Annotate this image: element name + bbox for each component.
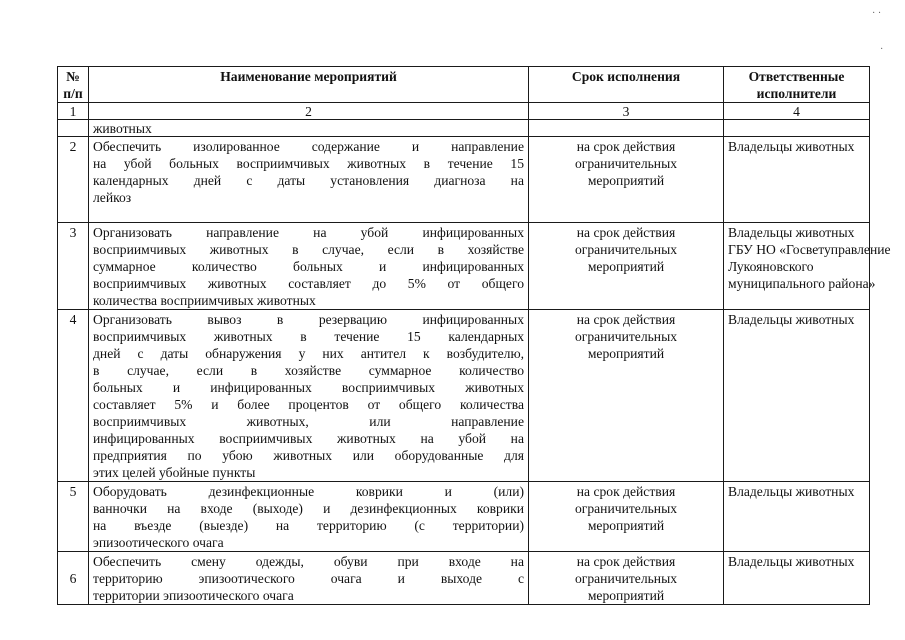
term-line: мероприятий [587,346,665,361]
measure-name [89,482,529,552]
measures-table-wrapper [57,66,891,605]
measure-line: предприятия по убою животных или оборудованные для [93,448,524,463]
responsible-cell [724,482,870,552]
term-line: ограничительных [574,571,678,586]
measure-line: Организовать направление на убой инфицированных [93,225,524,240]
row-number: 5 [58,482,89,552]
responsible-cell [724,552,870,605]
table-row [58,552,870,605]
continuation-text: животных [89,120,529,137]
measure-line: составляет 5% и более процентов от общего количества [93,397,524,412]
measure-line: суммарное количество больных и инфицированных [93,259,524,274]
measure-line: Обеспечить изолированное содержание и направление [93,139,524,154]
measure-line: больных и инфицированных восприимчивых животных [93,380,524,395]
term-cell [529,137,724,223]
responsible-cell [724,223,891,310]
responsible-line: Владельцы животных [728,312,855,327]
column-number-1: 1 [58,103,89,120]
measure-line: на въезде (выезде) на территорию (с территории) [93,518,524,533]
term-line: на срок действия [576,139,676,154]
responsible-line: Владельцы животных [728,139,855,154]
measure-line: восприимчивых животных в случае, если в хозяйстве [93,242,524,257]
term-cell [529,482,724,552]
measure-name [89,223,529,310]
column-number-2: 2 [89,103,529,120]
measure-line: календарных дней с даты установления диагноза на [93,173,524,188]
scan-specks: · · [872,8,882,19]
responsible-line: Владельцы животных [728,484,855,499]
term-line: мероприятий [587,259,665,274]
measure-line: восприимчивых животных в течение 15 календарных [93,329,524,344]
column-numbers-row [58,103,870,120]
row-number: 2 [58,137,89,223]
table-row [58,310,870,482]
measure-line: в случае, если в хозяйстве суммарное количество [93,363,524,378]
measure-line: на убой больных восприимчивых животных в течение 15 [93,156,524,171]
measure-line: количества восприимчивых животных [93,293,316,308]
term-line: мероприятий [587,173,665,188]
measure-line: лейкоз [93,190,132,205]
header-row [58,67,870,103]
responsible-cell [724,137,870,223]
column-number-4: 4 [724,103,870,120]
column-number-3: 3 [529,103,724,120]
measure-line: Обеспечить смену одежды, обуви при входе на [93,554,524,569]
table-row [58,223,870,310]
measure-line: инфицированных восприимчивых животных на убой на [93,431,524,446]
responsible-line: Владельцы животных [728,554,855,569]
term-cell [529,552,724,605]
term-line: на срок действия [576,225,676,240]
row-number: 3 [58,223,89,310]
measure-line: территории эпизоотического очага [93,588,294,603]
table-row [58,482,870,552]
row-number: 4 [58,310,89,482]
measure-line: эпизоотического очага [93,535,224,550]
measure-name [89,310,529,482]
row-number: 6 [58,552,89,605]
term-line: ограничительных [574,242,678,257]
term-cell [529,223,724,310]
responsible-cell [724,310,870,482]
term-line: мероприятий [587,588,665,603]
measure-name [89,137,529,223]
header-responsible: Ответственные исполнители [724,67,870,103]
measure-line: территорию эпизоотического очага и выходе с [93,571,524,586]
term-line: на срок действия [576,312,676,327]
measure-line: восприимчивых животных, или направление [93,414,524,429]
term-line: на срок действия [576,554,676,569]
measures-table [57,66,891,605]
continuation-row [58,120,870,137]
header-name: Наименование мероприятий [89,67,529,103]
measure-line: Организовать вывоз в резервацию инфицированных [93,312,524,327]
responsible-line: Лукояновского [728,259,814,274]
header-number: № п/п [58,67,89,103]
term-line: ограничительных [574,156,678,171]
responsible-line: ГБУ НО «Госветуправление [728,242,891,257]
table-row [58,137,870,223]
term-line: ограничительных [574,501,678,516]
measure-line: Оборудовать дезинфекционные коврики и (или) [93,484,524,499]
measure-line: ванночки на входе (выходе) и дезинфекционных коврики [93,501,524,516]
measure-line: этих целей убойные пункты [93,465,256,480]
term-cell [529,310,724,482]
scan-specks-2: · [880,44,884,55]
measure-line: дней с даты обнаружения у них антител к возбудителю, [93,346,524,361]
term-line: мероприятий [587,518,665,533]
responsible-line: Владельцы животных [728,225,855,240]
term-line: ограничительных [574,329,678,344]
measure-line: восприимчивых животных составляет до 5% от общего [93,276,524,291]
header-term: Срок исполнения [529,67,724,103]
measure-name [89,552,529,605]
term-line: на срок действия [576,484,676,499]
responsible-line: муниципального района» [728,276,876,291]
